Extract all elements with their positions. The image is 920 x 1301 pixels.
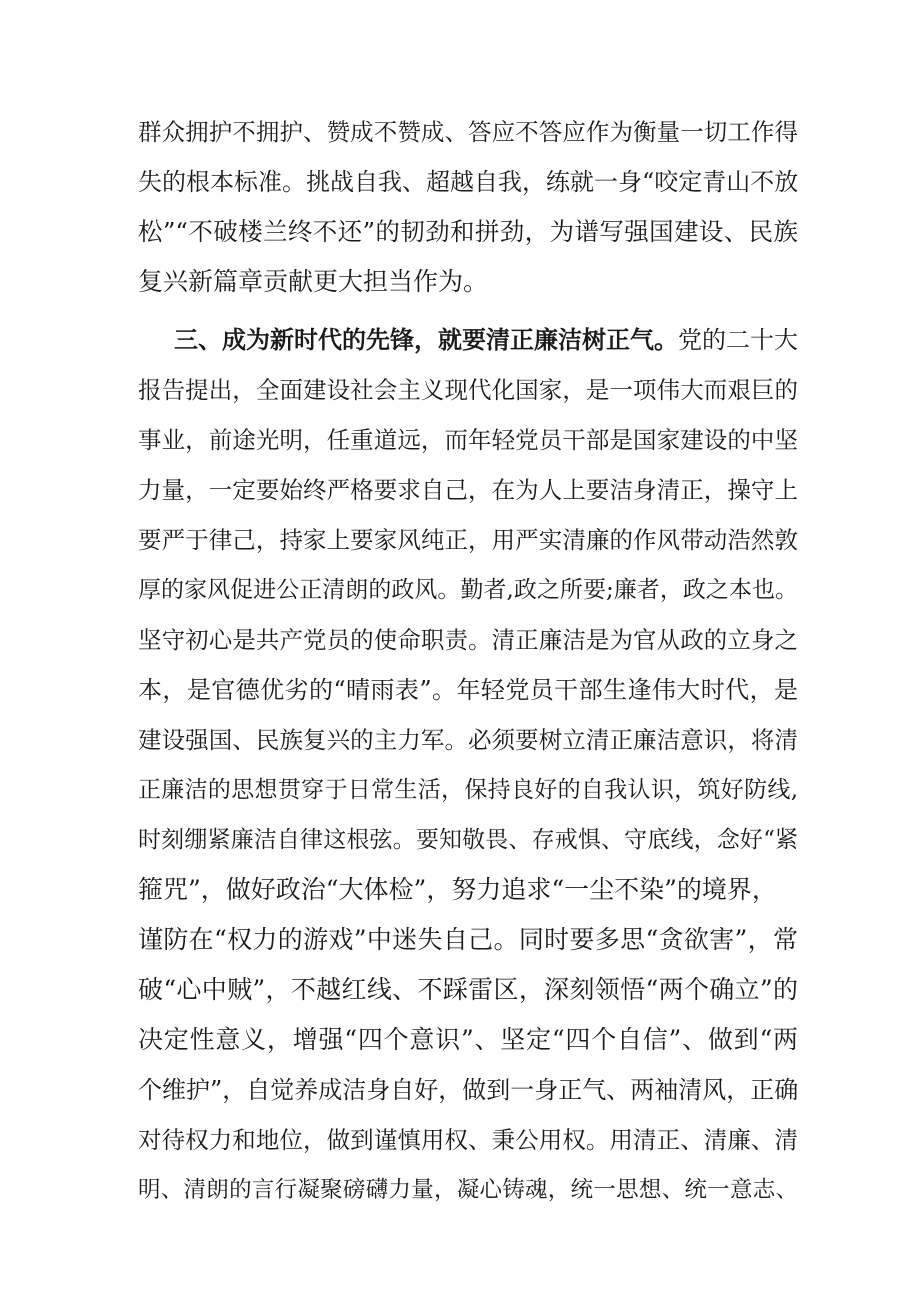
text-line: 厚的家风促进公正清朗的政风。勤者,政之所要;廉者，政之本也。 [138,577,798,603]
text-line: 正廉洁的思想贯穿于日常生活，保持良好的自我认识，筑好防线, [138,777,798,803]
text-line: 决定性意义，增强“四个意识”、坚定“四个自信”、做到“两 [138,1025,798,1054]
text-line: 箍咒”，做好政治“大体检”，努力追求“一尘不染”的境界， [138,875,777,904]
text-line: 明、清朗的言行凝聚磅礴力量，凝心铸魂，统一思想、统一意志、 [138,1177,798,1203]
text-line: 个维护”，自觉养成洁身自好，做到一身正气、两袖清风，正确 [138,1076,799,1104]
text-line: 复兴新篇章贡献更大担当作为。 [138,267,489,296]
text-line: 失的根本标准。挑战自我、超越自我，练就一身“咬定青山不放 [138,168,799,196]
text-line: 谨防在“权力的游戏”中迷失自己。同时要多思“贪欲害”，常 [138,925,798,954]
text-line: 建设强国、民族复兴的主力军。必须要树立清正廉洁意识，将清 [138,726,798,754]
section-heading: 三、成为新时代的先锋，就要清正廉洁树正气。 [174,325,678,354]
text-line: 要严于律己，持家上要家风纯正，用严实清廉的作风带动浩然敦 [138,526,798,554]
text-line: 力量，一定要始终严格要求自己，在为人上要洁身清正，操守上 [138,476,798,504]
text-line: 时刻绷紧廉洁自律这根弦。要知敬畏、存戒惧、守底线，念好“紧 [138,827,798,853]
heading-line-rest: 党的二十大 [678,326,798,354]
section-heading-line [174,320,798,360]
text-line: 本，是官德优劣的“晴雨表”。年轻党员干部生逢伟大时代，是 [138,676,798,704]
text-line: 事业，前途光明，任重道远，而年轻党员干部是国家建设的中坚 [138,426,798,454]
text-line: 报告提出，全面建设社会主义现代化国家，是一项伟大而艰巨的 [138,376,798,404]
text-line: 群众拥护不拥护、赞成不赞成、答应不答应作为衡量一切工作得 [138,118,798,146]
text-line: 对待权力和地位，做到谨慎用权、秉公用权。用清正、清廉、清 [138,1126,798,1154]
text-line: 坚守初心是共产党员的使命职责。清正廉洁是为官从政的立身之 [138,626,798,654]
text-line: 松”“不破楼兰终不还”的韧劲和拼劲，为谱写强国建设、民族 [138,217,798,246]
text-line: 破“心中贼”，不越红线、不踩雷区，深刻领悟“两个确立”的 [138,975,798,1004]
